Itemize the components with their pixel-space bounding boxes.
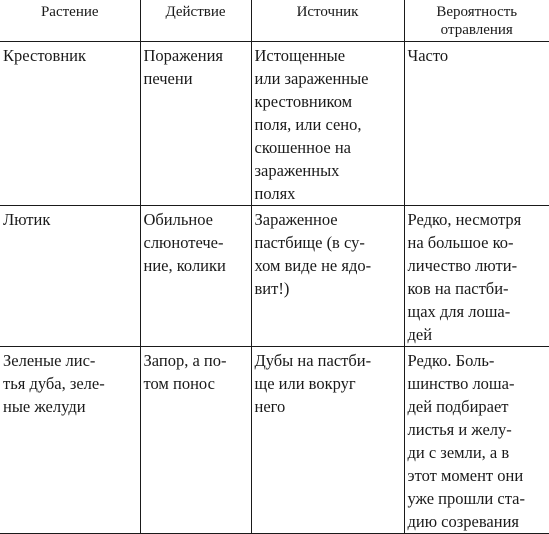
header-source: Источник — [251, 0, 404, 41]
table-header-row — [0, 0, 549, 41]
cell-plant: Лютик — [0, 205, 140, 346]
cell-probability: Часто — [404, 41, 549, 205]
cell-plant: Зеленые лис- тья дуба, зеле- ные желуди — [0, 346, 140, 533]
cell-source: Дубы на пастби- ще или вокруг него — [251, 346, 404, 533]
cell-probability: Редко. Боль- шинство лоша- дей подбирает листья и желу- ди с земли, а в этот момент они уже прошли ста- дию созревания — [404, 346, 549, 533]
cell-action: Поражения печени — [140, 41, 251, 205]
table-row — [0, 205, 549, 346]
table-row — [0, 346, 549, 533]
cell-action: Обильное слюнотече- ние, колики — [140, 205, 251, 346]
cell-action: Запор, а по- том понос — [140, 346, 251, 533]
header-probability: Вероятность отравления — [404, 0, 549, 41]
cell-source: Зараженное пастбище (в су- хом виде не ядо- вит!) — [251, 205, 404, 346]
header-action: Действие — [140, 0, 251, 41]
cell-source: Истощенные или зараженные крестовником поля, или сено, скошенное на зараженных полях — [251, 41, 404, 205]
table-row — [0, 41, 549, 205]
cell-probability: Редко, несмотря на большое ко- личество люти- ков на пастби- щах для лоша- дей — [404, 205, 549, 346]
cell-plant: Крестовник — [0, 41, 140, 205]
header-plant: Растение — [0, 0, 140, 41]
